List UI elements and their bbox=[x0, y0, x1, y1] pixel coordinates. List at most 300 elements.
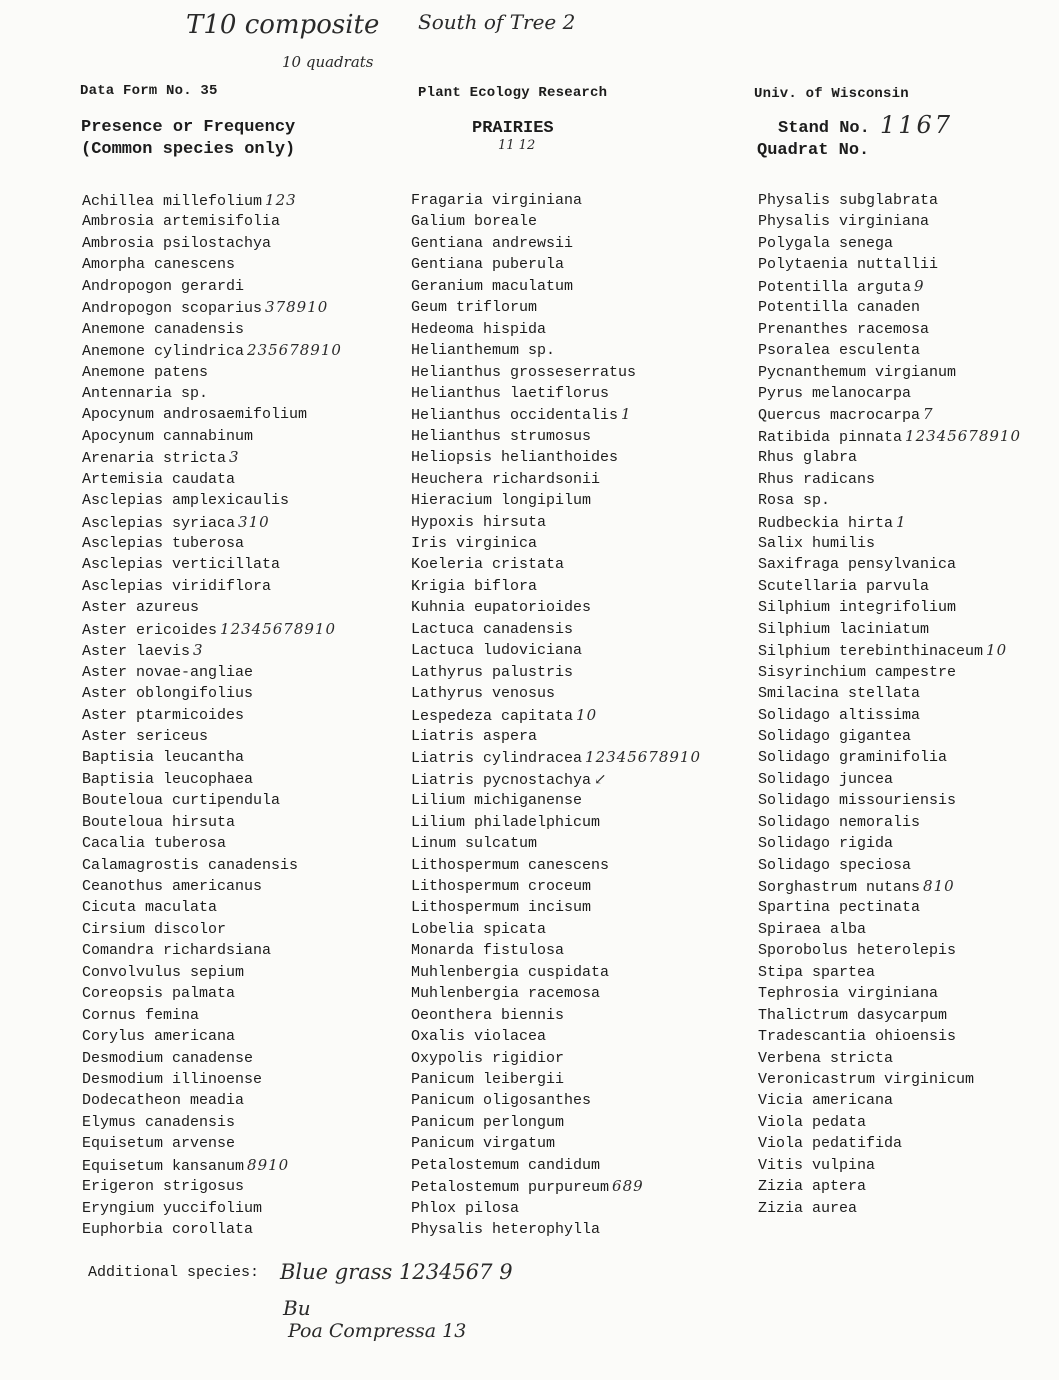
additional-species-label: Additional species: bbox=[88, 1264, 260, 1281]
species-row bbox=[758, 597, 1021, 618]
species-name: Hedeoma hispida bbox=[411, 320, 547, 338]
species-row bbox=[411, 1155, 701, 1176]
species-name: Heliopsis helianthoides bbox=[411, 449, 619, 467]
species-row bbox=[758, 512, 1021, 533]
species-row bbox=[82, 469, 342, 490]
species-name: Coreopsis palmata bbox=[82, 985, 236, 1003]
quadrat-note: 12345678910 bbox=[905, 426, 1022, 445]
species-row bbox=[411, 812, 701, 833]
species-row bbox=[82, 940, 342, 961]
species-name: Lithospermum canescens bbox=[411, 856, 610, 874]
quadrat-note: 10 bbox=[576, 705, 598, 724]
species-row bbox=[82, 362, 342, 383]
species-name: Arenaria stricta bbox=[82, 450, 227, 468]
species-row bbox=[82, 276, 342, 297]
species-name: Cirsium discolor bbox=[82, 920, 227, 938]
species-name: Panicum oligosanthes bbox=[411, 1092, 592, 1110]
species-row bbox=[411, 254, 701, 275]
species-row bbox=[758, 469, 1021, 490]
species-name: Erigeron strigosus bbox=[82, 1178, 245, 1196]
species-row bbox=[758, 554, 1021, 575]
species-row bbox=[82, 512, 342, 533]
species-row bbox=[411, 619, 701, 640]
species-name: Aster laevis bbox=[82, 643, 191, 661]
species-row bbox=[758, 962, 1021, 983]
species-name: Scutellaria parvula bbox=[758, 577, 930, 595]
species-row bbox=[82, 683, 342, 704]
species-row bbox=[411, 1026, 701, 1047]
species-row bbox=[758, 383, 1021, 404]
species-name: Panicum perlongum bbox=[411, 1113, 565, 1131]
species-name: Convolvulus sepium bbox=[82, 963, 245, 981]
stand-number: 1167 bbox=[880, 111, 954, 139]
org-name: Plant Ecology Research bbox=[418, 85, 608, 101]
species-name: Physalis subglabrata bbox=[758, 192, 939, 209]
species-name: Polygala senega bbox=[758, 234, 894, 252]
species-row bbox=[758, 576, 1021, 597]
form-type-line2: (Common species only) bbox=[81, 140, 296, 159]
species-name: Tephrosia virginiana bbox=[758, 985, 939, 1003]
species-row bbox=[758, 940, 1021, 961]
species-row bbox=[82, 1155, 342, 1176]
quadrat-note: 12345678910 bbox=[585, 748, 702, 767]
species-name: Geum triflorum bbox=[411, 299, 538, 317]
species-name: Dodecatheon meadia bbox=[82, 1092, 245, 1110]
species-name: Calamagrostis canadensis bbox=[82, 856, 299, 874]
species-name: Helianthus laetiflorus bbox=[411, 384, 610, 402]
species-row bbox=[82, 705, 342, 726]
species-name: Helianthus strumosus bbox=[411, 427, 592, 445]
species-name: Aster ericoides bbox=[82, 621, 218, 639]
species-row bbox=[411, 1133, 701, 1154]
form-number: Data Form No. 35 bbox=[80, 83, 218, 99]
species-row bbox=[82, 619, 342, 640]
species-name: Solidago rigida bbox=[758, 835, 894, 853]
species-row bbox=[411, 683, 701, 704]
quadrat-note: 1 bbox=[896, 512, 907, 531]
species-name: Solidago juncea bbox=[758, 770, 894, 788]
species-name: Ratibida pinnata bbox=[758, 428, 903, 446]
species-row bbox=[82, 747, 342, 768]
species-row bbox=[82, 233, 342, 254]
species-name: Lespedeza capitata bbox=[411, 707, 574, 725]
species-row bbox=[411, 662, 701, 683]
species-name: Veronicastrum virginicum bbox=[758, 1070, 975, 1088]
species-row bbox=[82, 833, 342, 854]
species-name: Monarda fistulosa bbox=[411, 942, 565, 960]
species-row bbox=[758, 1090, 1021, 1111]
species-name: Kuhnia eupatorioides bbox=[411, 599, 592, 617]
species-row bbox=[411, 447, 701, 468]
species-row bbox=[411, 940, 701, 961]
species-name: Heuchera richardsonii bbox=[411, 470, 601, 488]
species-row bbox=[758, 812, 1021, 833]
species-name: Asclepias tuberosa bbox=[82, 535, 245, 552]
species-name: Muhlenbergia cuspidata bbox=[411, 963, 610, 981]
species-name: Asclepias verticillata bbox=[82, 556, 281, 574]
species-row bbox=[758, 790, 1021, 811]
species-name: Aster sericeus bbox=[82, 727, 209, 745]
species-name: Liatris aspera bbox=[411, 727, 538, 745]
species-name: Hypoxis hirsuta bbox=[411, 513, 547, 531]
species-name: Aster azureus bbox=[82, 599, 200, 617]
species-row bbox=[411, 1176, 701, 1197]
species-name: Silphium integrifolium bbox=[758, 599, 957, 617]
additional-entry: Bu bbox=[283, 1296, 311, 1320]
species-row bbox=[82, 1026, 342, 1047]
species-row bbox=[758, 190, 1021, 211]
species-name: Desmodium canadense bbox=[82, 1049, 254, 1067]
species-name: Oeonthera biennis bbox=[411, 1006, 565, 1024]
species-row bbox=[82, 812, 342, 833]
species-name: Rosa sp. bbox=[758, 492, 831, 510]
species-row bbox=[82, 897, 342, 918]
species-name: Elymus canadensis bbox=[82, 1113, 236, 1131]
species-row bbox=[411, 469, 701, 490]
species-row bbox=[758, 447, 1021, 468]
species-row bbox=[758, 233, 1021, 254]
quadrat-note: 9 bbox=[914, 276, 925, 295]
species-row bbox=[82, 726, 342, 747]
species-row bbox=[82, 1133, 342, 1154]
species-name: Asclepias syriaca bbox=[82, 514, 236, 532]
species-row bbox=[411, 533, 701, 554]
species-name: Andropogon gerardi bbox=[82, 277, 245, 295]
species-row bbox=[82, 1219, 342, 1240]
species-row bbox=[82, 254, 342, 275]
species-name: Aster ptarmicoides bbox=[82, 706, 245, 724]
species-name: Koeleria cristata bbox=[411, 556, 565, 574]
species-name: Apocynum cannabinum bbox=[82, 427, 254, 445]
quadrat-note: 7 bbox=[923, 405, 934, 424]
species-name: Fragaria virginiana bbox=[411, 192, 583, 209]
species-name: Phlox pilosa bbox=[411, 1199, 520, 1217]
species-row bbox=[82, 1198, 342, 1219]
species-name: Salix humilis bbox=[758, 535, 876, 552]
species-name: Anemone canadensis bbox=[82, 320, 245, 338]
species-row bbox=[82, 769, 342, 790]
species-name: Liatris pycnostachya bbox=[411, 771, 592, 789]
species-row bbox=[82, 554, 342, 575]
species-row bbox=[758, 362, 1021, 383]
species-name: Pyrus melanocarpa bbox=[758, 384, 912, 402]
species-name: Comandra richardsiana bbox=[82, 942, 272, 960]
species-row bbox=[82, 426, 342, 447]
species-name: Linum sulcatum bbox=[411, 835, 538, 853]
species-name: Prenanthes racemosa bbox=[758, 320, 930, 338]
quadrat-note: ↙ bbox=[594, 769, 608, 788]
species-row bbox=[411, 790, 701, 811]
species-name: Spiraea alba bbox=[758, 920, 867, 938]
species-row bbox=[411, 383, 701, 404]
species-name: Solidago altissima bbox=[758, 706, 921, 724]
species-row bbox=[758, 726, 1021, 747]
species-column-1 bbox=[82, 190, 342, 1240]
species-name: Lathyrus venosus bbox=[411, 685, 556, 703]
species-name: Quercus macrocarpa bbox=[758, 407, 921, 425]
species-row bbox=[758, 769, 1021, 790]
species-row bbox=[411, 362, 701, 383]
quadrat-note: 235678910 bbox=[247, 341, 342, 360]
species-row bbox=[758, 1005, 1021, 1026]
quadrat-note: 310 bbox=[238, 512, 270, 531]
species-column-3 bbox=[758, 190, 1021, 1219]
species-row bbox=[411, 211, 701, 232]
species-row bbox=[82, 383, 342, 404]
species-name: Panicum virgatum bbox=[411, 1135, 556, 1153]
species-row bbox=[758, 490, 1021, 511]
quadrat-note: 12345678910 bbox=[220, 619, 337, 638]
species-row bbox=[82, 447, 342, 468]
species-name: Silphium laciniatum bbox=[758, 620, 930, 638]
species-name: Ceanothus americanus bbox=[82, 878, 263, 895]
species-name: Solidago gigantea bbox=[758, 727, 912, 745]
species-name: Solidago speciosa bbox=[758, 856, 912, 874]
species-row bbox=[82, 983, 342, 1004]
species-name: Liatris cylindracea bbox=[411, 750, 583, 768]
species-row bbox=[411, 190, 701, 211]
species-name: Zizia aurea bbox=[758, 1199, 858, 1217]
species-name: Cacalia tuberosa bbox=[82, 835, 227, 853]
section-title: PRAIRIES bbox=[472, 119, 554, 138]
university: Univ. of Wisconsin bbox=[754, 86, 909, 102]
quadrat-note: 3 bbox=[229, 448, 240, 467]
species-row bbox=[82, 790, 342, 811]
species-name: Stipa spartea bbox=[758, 963, 876, 981]
species-row bbox=[758, 254, 1021, 275]
species-row bbox=[82, 919, 342, 940]
species-row bbox=[758, 211, 1021, 232]
species-name: Cornus femina bbox=[82, 1006, 200, 1024]
species-name: Smilacina stellata bbox=[758, 685, 921, 703]
species-row bbox=[411, 1090, 701, 1111]
species-name: Viola pedata bbox=[758, 1113, 867, 1131]
species-name: Aster oblongifolius bbox=[82, 685, 254, 703]
species-name: Panicum leibergii bbox=[411, 1070, 565, 1088]
species-row bbox=[411, 404, 701, 425]
species-row bbox=[82, 490, 342, 511]
quadrat-note: 689 bbox=[612, 1177, 644, 1196]
species-name: Potentilla canaden bbox=[758, 299, 921, 317]
species-name: Equisetum kansanum bbox=[82, 1157, 245, 1175]
species-row bbox=[758, 1069, 1021, 1090]
species-name: Solidago missouriensis bbox=[758, 792, 957, 810]
species-row bbox=[411, 1198, 701, 1219]
species-name: Helianthus grosseserratus bbox=[411, 363, 637, 381]
species-name: Iris virginica bbox=[411, 535, 538, 552]
species-name: Muhlenbergia racemosa bbox=[411, 985, 601, 1003]
species-name: Lobelia spicata bbox=[411, 920, 547, 938]
species-name: Sporobolus heterolepis bbox=[758, 942, 957, 960]
species-row bbox=[82, 576, 342, 597]
species-name: Anemone patens bbox=[82, 363, 209, 381]
species-name: Oxypolis rigidior bbox=[411, 1049, 565, 1067]
species-row bbox=[758, 705, 1021, 726]
quadrat-note: 1 bbox=[621, 405, 632, 424]
species-name: Geranium maculatum bbox=[411, 277, 574, 295]
species-name: Bouteloua curtipendula bbox=[82, 792, 281, 810]
species-name: Baptisia leucantha bbox=[82, 749, 245, 767]
species-name: Lilium philadelphicum bbox=[411, 813, 601, 831]
species-row bbox=[411, 919, 701, 940]
species-name: Lithospermum incisum bbox=[411, 899, 592, 917]
species-name: Pycnanthemum virgianum bbox=[758, 363, 957, 381]
species-row bbox=[82, 211, 342, 232]
species-row bbox=[411, 1112, 701, 1133]
species-name: Spartina pectinata bbox=[758, 899, 921, 917]
form-type-line1: Presence or Frequency bbox=[81, 118, 296, 137]
species-name: Hieracium longipilum bbox=[411, 492, 592, 510]
species-name: Physalis virginiana bbox=[758, 213, 930, 231]
quadrat-note: 10 bbox=[986, 641, 1008, 660]
species-name: Petalostemum purpureum bbox=[411, 1179, 610, 1197]
species-row bbox=[82, 190, 342, 211]
species-name: Gentiana puberula bbox=[411, 256, 565, 274]
species-name: Psoralea esculenta bbox=[758, 342, 921, 360]
species-row bbox=[411, 769, 701, 790]
species-row bbox=[411, 705, 701, 726]
species-row bbox=[82, 319, 342, 340]
species-name: Sisyrinchium campestre bbox=[758, 663, 957, 681]
species-name: Silphium terebinthinaceum bbox=[758, 643, 984, 661]
species-name: Helianthus occidentalis bbox=[411, 407, 619, 425]
species-row bbox=[758, 1155, 1021, 1176]
species-row bbox=[758, 426, 1021, 447]
species-name: Lathyrus palustris bbox=[411, 663, 574, 681]
species-name: Desmodium illinoense bbox=[82, 1070, 263, 1088]
quadrat-label: Quadrat No. bbox=[757, 141, 870, 160]
species-row bbox=[82, 404, 342, 425]
species-row bbox=[758, 340, 1021, 361]
species-row bbox=[411, 319, 701, 340]
stand-label: Stand No. bbox=[778, 119, 870, 138]
species-name: Corylus americana bbox=[82, 1028, 236, 1046]
species-row bbox=[82, 1112, 342, 1133]
species-name: Verbena stricta bbox=[758, 1049, 894, 1067]
species-row bbox=[411, 276, 701, 297]
species-row bbox=[758, 897, 1021, 918]
handwritten-title: T10 composite bbox=[186, 10, 380, 40]
species-name: Amorpha canescens bbox=[82, 256, 236, 274]
species-row bbox=[758, 297, 1021, 318]
species-row bbox=[758, 855, 1021, 876]
species-name: Gentiana andrewsii bbox=[411, 234, 574, 252]
species-name: Potentilla arguta bbox=[758, 278, 912, 296]
species-row bbox=[82, 876, 342, 897]
species-name: Antennaria sp. bbox=[82, 384, 209, 402]
handwritten-location: South of Tree 2 bbox=[418, 10, 576, 34]
species-name: Sorghastrum nutans bbox=[758, 879, 921, 896]
species-row bbox=[758, 276, 1021, 297]
species-row bbox=[758, 619, 1021, 640]
species-name: Oxalis violacea bbox=[411, 1028, 547, 1046]
species-row bbox=[411, 747, 701, 768]
species-row bbox=[758, 983, 1021, 1004]
species-row bbox=[758, 404, 1021, 425]
species-name: Eryngium yuccifolium bbox=[82, 1199, 263, 1217]
species-name: Rudbeckia hirta bbox=[758, 514, 894, 532]
species-name: Ambrosia artemisifolia bbox=[82, 213, 281, 231]
species-row bbox=[758, 662, 1021, 683]
species-row bbox=[411, 983, 701, 1004]
species-row bbox=[411, 576, 701, 597]
species-row bbox=[758, 747, 1021, 768]
species-name: Lactuca ludoviciana bbox=[411, 642, 583, 660]
species-column-2 bbox=[411, 190, 701, 1240]
species-row bbox=[758, 683, 1021, 704]
additional-entry: Blue grass 1234567 9 bbox=[280, 1260, 513, 1284]
species-row bbox=[758, 640, 1021, 661]
additional-entry: Poa Compressa 13 bbox=[288, 1320, 467, 1342]
species-name: Lithospermum croceum bbox=[411, 878, 592, 895]
species-row bbox=[411, 876, 701, 897]
quadrat-note: 8910 bbox=[247, 1155, 290, 1174]
species-row bbox=[758, 919, 1021, 940]
species-row bbox=[411, 1048, 701, 1069]
species-name: Equisetum arvense bbox=[82, 1135, 236, 1153]
species-name: Asclepias viridiflora bbox=[82, 577, 272, 595]
species-row bbox=[411, 726, 701, 747]
species-row bbox=[411, 297, 701, 318]
species-name: Tradescantia ohioensis bbox=[758, 1028, 957, 1046]
species-row bbox=[758, 1112, 1021, 1133]
species-row bbox=[758, 1133, 1021, 1154]
species-name: Lactuca canadensis bbox=[411, 620, 574, 638]
species-row bbox=[82, 597, 342, 618]
species-row bbox=[82, 1005, 342, 1026]
species-name: Asclepias amplexicaulis bbox=[82, 492, 290, 510]
species-row bbox=[411, 1005, 701, 1026]
species-name: Anemone cylindrica bbox=[82, 343, 245, 361]
species-row bbox=[411, 340, 701, 361]
species-row bbox=[411, 426, 701, 447]
species-row bbox=[411, 855, 701, 876]
species-name: Cicuta maculata bbox=[82, 899, 218, 917]
species-row bbox=[758, 1198, 1021, 1219]
species-name: Saxifraga pensylvanica bbox=[758, 556, 957, 574]
species-row bbox=[758, 1176, 1021, 1197]
handwritten-quadrats: 10 quadrats bbox=[282, 53, 374, 71]
species-name: Euphorbia corollata bbox=[82, 1221, 254, 1238]
species-name: Baptisia leucophaea bbox=[82, 770, 254, 788]
species-name: Ambrosia psilostachya bbox=[82, 234, 272, 252]
species-name: Artemisia caudata bbox=[82, 470, 236, 488]
species-name: Galium boreale bbox=[411, 213, 538, 231]
species-row bbox=[411, 233, 701, 254]
species-name: Apocynum androsaemifolium bbox=[82, 406, 308, 424]
species-row bbox=[411, 1219, 701, 1240]
species-row bbox=[82, 855, 342, 876]
species-row bbox=[411, 897, 701, 918]
species-row bbox=[82, 1176, 342, 1197]
species-row bbox=[411, 490, 701, 511]
species-row bbox=[82, 1048, 342, 1069]
species-name: Zizia aptera bbox=[758, 1178, 867, 1196]
species-name: Krigia biflora bbox=[411, 577, 538, 595]
species-row bbox=[82, 533, 342, 554]
species-name: Aster novae-angliae bbox=[82, 663, 254, 681]
species-name: Achillea millefolium bbox=[82, 193, 263, 210]
species-name: Vicia americana bbox=[758, 1092, 894, 1110]
handwritten-quadrat-numbers: 11 12 bbox=[498, 138, 536, 153]
species-row bbox=[411, 1069, 701, 1090]
species-row bbox=[411, 640, 701, 661]
species-row bbox=[411, 962, 701, 983]
quadrat-note: 123 bbox=[265, 191, 297, 209]
species-row bbox=[758, 319, 1021, 340]
species-row bbox=[411, 597, 701, 618]
species-row bbox=[82, 297, 342, 318]
